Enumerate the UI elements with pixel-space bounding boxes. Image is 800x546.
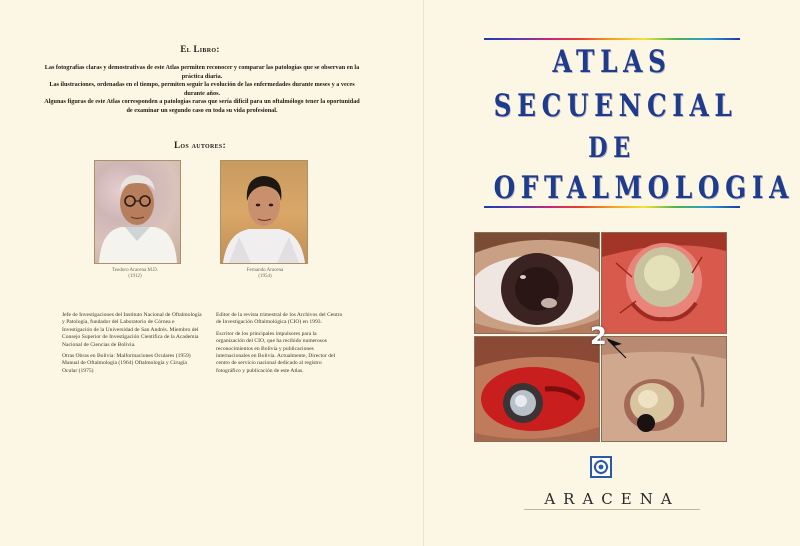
publisher-name: ARACENA [544, 490, 680, 508]
author-2-bio [216, 312, 346, 379]
author-2-bio-paragraph: Editor de la revista trimestral de los Archivos del Centro de Investigación Oftalmológica (CIO) en 1993. [216, 312, 343, 326]
author-1-caption [90, 268, 180, 280]
author-1-works: Otras Obras en Bolivia: Malformaciones Oculares (1959) Manual de Oftalmología (1964) Oftalmología y Cirugía Ocular (1975) [62, 353, 191, 374]
eye-photo-3 [474, 336, 600, 442]
publisher-logo-icon [590, 456, 612, 478]
authors-heading: Los autores: [174, 140, 226, 150]
eye-photo-3-image [475, 337, 599, 441]
author-2-name: Fernando Aracena [246, 268, 284, 273]
rainbow-rule-bottom [484, 206, 740, 208]
author-2-year: (1954) [258, 274, 272, 279]
book-heading: El Libro: [180, 44, 220, 54]
book-description-line-3: Algunas figuras de este Atlas corresponden a patologías raras que sería difícil para un oftalmólogo tener la oportunidad de examinar un segundo caso en toda su vida profesional. [44, 98, 360, 114]
elderly-man-portrait-image [95, 161, 180, 263]
title-line-oftalmologia: OFTALMOLOGIA [493, 170, 794, 206]
author-2-caption [220, 268, 310, 280]
eye-photo-1 [474, 232, 600, 334]
arrow-icon [604, 336, 628, 360]
publisher-underline [524, 509, 700, 510]
rainbow-rule-top [484, 38, 740, 40]
author-1-bio [62, 312, 202, 379]
eye-photo-2-image [602, 233, 726, 333]
publisher-emblem-image [592, 458, 610, 476]
eye-photo-1-image [475, 233, 599, 333]
author-1-portrait [94, 160, 181, 264]
book-description [44, 64, 360, 116]
author-1-year: (1912) [128, 274, 142, 279]
title-line-secuencial: SECUENCIAL [493, 88, 738, 124]
man-portrait-image [221, 161, 307, 263]
eye-photo-2 [601, 232, 727, 334]
book-description-line-2: Las ilustraciones, ordenadas en el tiempo, permiten seguir la evolución de las enfermedades durante meses y a veces durante años. [49, 81, 355, 97]
front-cover [424, 0, 800, 546]
author-1-bio-paragraph: Jefe de Investigaciones del Instituto Nacional de Oftalmología y Patología, fundador del Laboratorio de Córnea e Investigación de la Universidad de San Andrés. Miembro del Consejo Superior de Investigación Científica de la Academia Nacional de Ciencias de Bolivia. [62, 312, 202, 348]
title-line-atlas: ATLAS [552, 44, 672, 80]
author-2-bio-paragraph-2: Escritor de los principales impulsores para la organización del CIO, que ha recibido numerosos reconocimientos en Bolivia y publicaciones internacionales en Bolivia. Actualmente, Director del centro de servicio nacional dedicado al registro fotográfico y publicación de este Atlas. [216, 330, 336, 374]
photo-overlay-number: 2 [590, 322, 607, 350]
author-2-portrait [220, 160, 308, 264]
author-1-name: Teodoro Aracena M.D. [111, 268, 159, 273]
title-line-de: DE [588, 131, 636, 164]
book-description-line-1: Las fotografías claras y demostrativas de este Atlas permiten reconocer y comparar las patologías que se observan en la práctica diaria. [44, 64, 360, 80]
